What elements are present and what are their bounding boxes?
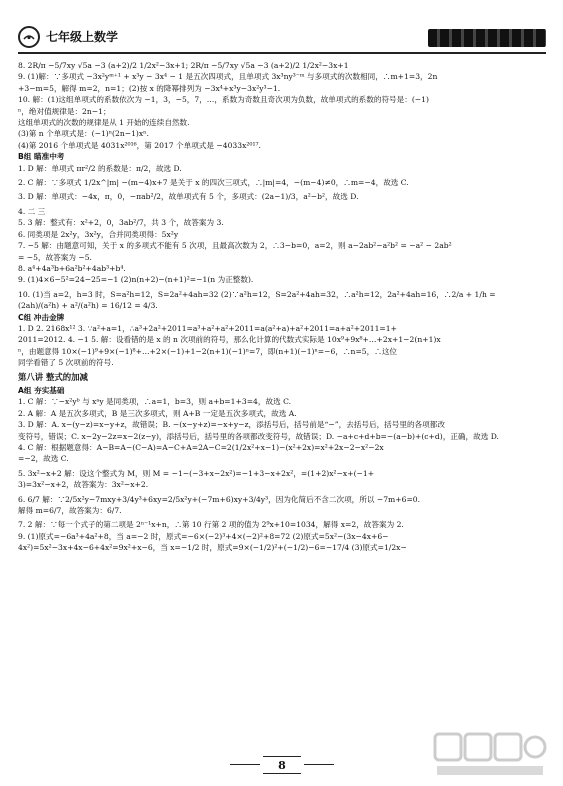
- text-line: 2011=2012. 4. −1 5. 解：设看错的是 x 的 n 次项前的符号，那么化计算的代数式实际是 10x⁹+9x⁸+…+2x+1−2(n+1)x: [18, 335, 441, 345]
- text-line: 1. D 解：单项式 πr²/2 的系数是：π/2，故选 D.: [18, 163, 182, 173]
- text-line: 9. (1)4×6−5²=24−25=−1 (2)n(n+2)−(n+1)²=−1(n 为正整数).: [18, 275, 254, 285]
- text-line: 8. 2R/π −5/7xy √5a −3 (a+2)/2 1/2x²−3x+1; 2R/π −5/7xy √5a −3 (a+2)/2 1/2x²−3x+1: [18, 61, 349, 70]
- text-line: 4. 二 三: [18, 206, 46, 216]
- text-line: 2. A 解：A 是五次多项式，B 是三次多项式，则 A+B 一定是五次多项式，故选 A.: [18, 408, 297, 418]
- text-line: 9. (1)解：∵多项式 −3x²yᵐ⁺¹ + x³y − 3x⁴ − 1 是五次四项式，且单项式 3x³ny³⁻ᵐ 与多项式的次数相同，∴m+1=3，2n: [18, 72, 438, 82]
- text-line: 解得 m=6/7，故答案为：6/7.: [18, 506, 122, 516]
- text-line: +3−m=5，解得 m=2，n=1；(2)按 x 的降幂排列为 −3x⁴+x³y−3x²y³−1.: [18, 83, 281, 93]
- text-line: 3. D 解：单项式：−4x，π，0，−πab²/2，故单项式有 5 个，多项式：(2a−1)/3，a²−b²，故选 D.: [18, 192, 359, 202]
- section-title: 第八讲 整式的加减: [18, 371, 88, 382]
- group-label: A组 夯实基础: [18, 385, 65, 395]
- text-line: ⁿ，绝对值规律是：2n−1；: [18, 106, 111, 116]
- text-line: (2ah)/(a²h) + a²/(a²h) = 16/12 = 4/3.: [18, 301, 158, 311]
- text-line: 7. −5 解：由题意可知，关于 x 的多项式不能有 5 次项，且最高次数为 2，∴3−b=0，a=2，则 a−2ab²−a²b² = −a² − 2ab²: [18, 241, 452, 251]
- text-line: 同学看错了 5 次项前的符号.: [18, 358, 114, 368]
- header-title: 七年级上数学: [46, 30, 119, 44]
- text-line: 1. D 2. 2168x¹² 3. ∵a²+a=1，∴a³+2a²+2011=a³+a²+a²+2011=a(a²+a)+a²+2011=a+a²+2011=1+: [18, 323, 397, 333]
- page-header: [18, 26, 546, 54]
- text-line: 1. C 解：∵−x²yᵇ 与 xᵃy 是同类项，∴a=1，b=3，则 a+b=1+3=4，故选 C.: [18, 397, 292, 407]
- page-number-rule-left: [230, 764, 260, 765]
- brand-banner: [428, 29, 546, 47]
- text-line: =−2，故选 C.: [18, 454, 69, 464]
- text-line: 10. (1)当 a=2，h=3 时，S=a²h=12，S=2a²+4ah=32 (2)∵a²h=12，S=2a²+4ah=32，∴a²h=12，2a²+4ah=16，∴2/a + 1/h =: [18, 289, 496, 299]
- text-line: 8. a⁴+4a³b+6a²b²+4ab³+b⁴.: [18, 263, 126, 273]
- text-line: 10. 解：(1)这组单项式的系数依次为 −1，3，−5，7，…，系数为奇数且奇次项为负数，故单项式的系数的符号是：(−1): [18, 95, 429, 105]
- group-label: C组 冲击金牌: [18, 312, 65, 322]
- text-line: (3)第 n 个单项式是：(−1)ⁿ(2n−1)xⁿ.: [18, 129, 149, 139]
- page-number: 8: [263, 756, 301, 774]
- book-logo-icon: [18, 26, 40, 48]
- text-line: 变符号，错误；C. x−2y−2z=x−2(z−y)，添括号后，括号里的各项都改变符号，故错误；D. −a+c+d+b=−(a−b)+(c+d)，正确，故选 D.: [18, 431, 499, 441]
- text-line: 5. 3 解：整式有：x²+2，0，3ab²/7，共 3 个，故答案为 3.: [18, 218, 224, 228]
- text-line: 3. D 解：A. x−(y−z)=x−y+z，故错误；B. −(x−y+z)=−x+y−z，添括号后，括号前是“−”，去括号后，括号里的各项都改: [18, 420, 445, 430]
- text-line: 3)=3x²−x+2，故答案为：3x²−x+2.: [18, 480, 149, 490]
- text-line: (4)第 2016 个单项式是 4031x²⁰¹⁶，第 2017 个单项式是 −4033x²⁰¹⁷.: [18, 140, 261, 150]
- answer-content: [18, 60, 546, 554]
- page-number-rule-right: [304, 764, 334, 765]
- text-line: = −5，故答案为 −5.: [18, 252, 92, 262]
- text-line: 7. 2 解：∵每一个式子的第二项是 2ⁿ⁻¹x+n，∴第 10 行第 2 项的值为 2⁹x+10=1034，解得 x=2，故答案为 2.: [18, 520, 404, 530]
- text-line: 6. 6/7 解：∵2/5x²y−7mxy+3/4y³+6xy=2/5x²y+(−7m+6)xy+3/4y³，因为化简后不含二次项，所以 −7m+6=0.: [18, 494, 421, 504]
- text-line: 2. C 解：∵多项式 1/2x^|m| −(m−4)x+7 是关于 x 的四次三项式，∴|m|=4，−(m−4)≠0，∴m=−4，故选 C.: [18, 178, 409, 188]
- text-line: 5. 3x²−x+2 解：设这个整式为 M，则 M = −1−(−3+x−2x²)=−1+3−x+2x²，=(1+2)x²−x+(−1+: [18, 468, 375, 478]
- text-line: 这组单项式的次数的规律是从 1 开始的连续自然数.: [18, 118, 190, 128]
- text-line: 4. C 解：根据题意得：A−B=A−(C−A)=A−C+A=2A−C=2(1/2x²+x−1)−(x²+2x)=x²+2x−2−x²−2x: [18, 443, 384, 452]
- watermark-logo-icon: [431, 730, 549, 780]
- text-line: ⁿ，由题意得 10×(−1)⁹+9×(−1)⁸+…+2×(−1)+1−2(n+1)(−1)ⁿ=7，即(n+1)(−1)ⁿ=−6，∴n=5，∴这位: [18, 346, 398, 356]
- text-line: 4x²)=5x²−3x+4x−6+4x²=9x²+x−6，当 x=−1/2 时，原式=9×(−1/2)²+(−1/2)−6=−17/4 (3)原式=1/2x−: [18, 543, 407, 553]
- text-line: 6. 同类项是 2x²y，3x²y，合并同类项得：5x²y: [18, 229, 179, 239]
- group-label: B组 瞄准中考: [18, 152, 65, 162]
- text-line: 9. (1)原式=−6a³+4a²+8，当 a=−2 时，原式=−6×(−2)³+4×(−2)²+8=72 (2)原式=5x²−(3x−4x+6−: [18, 531, 389, 541]
